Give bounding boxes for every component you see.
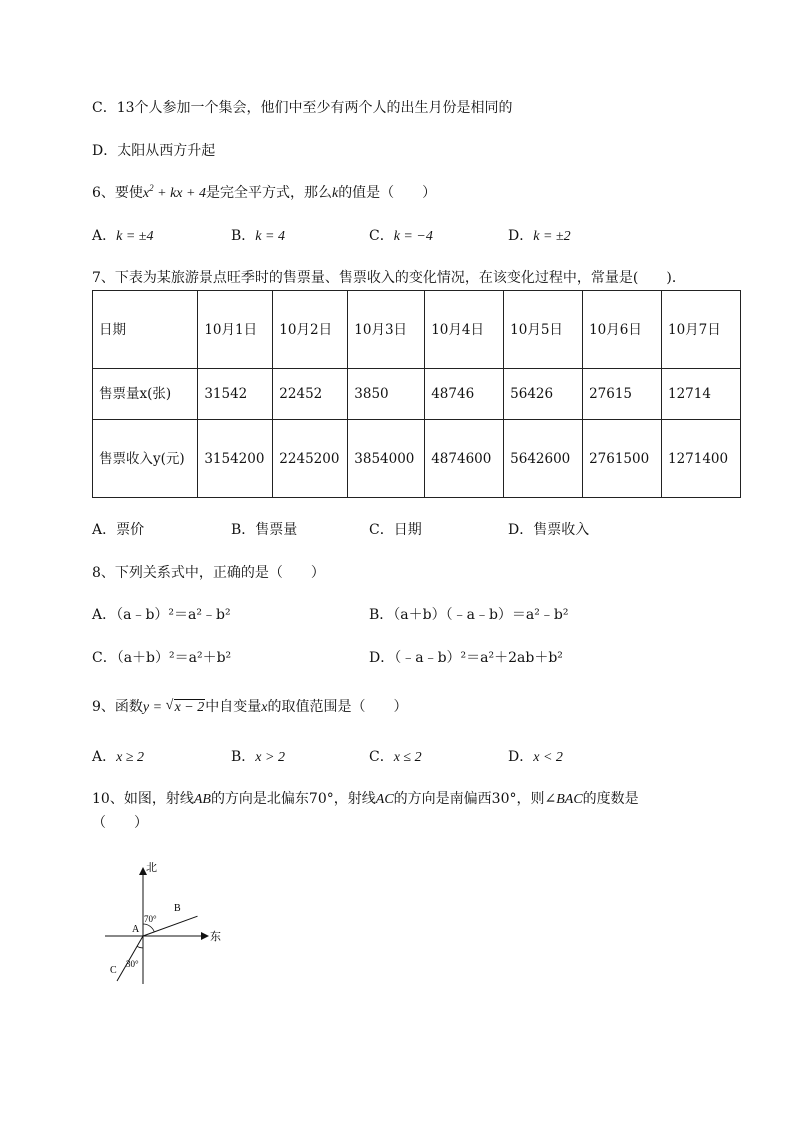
east-label: 东	[210, 930, 221, 943]
table-header-cell: 10月5日	[504, 291, 583, 369]
q9-suffix-a: 中自变量	[205, 699, 262, 715]
q9-func-lhs: y =	[142, 700, 166, 715]
q6-stem	[92, 183, 436, 204]
table-cell: 5642600	[504, 420, 583, 498]
q7-option-d: D．售票收入	[508, 522, 590, 538]
q9-sqrt	[166, 698, 206, 718]
angle-70-arc	[143, 924, 154, 932]
q8-option-b: B．（a＋b）（﹣a﹣b）＝a²﹣b²	[369, 607, 569, 623]
q6-option-d-label: D．	[508, 228, 534, 244]
q6-option-a-label: A．	[92, 228, 117, 244]
q6-var-k: k	[331, 186, 339, 201]
q10-text-c: 的方向是南偏西30°，则	[393, 791, 545, 807]
table-cell: 56426	[504, 369, 583, 420]
q9-option-d-math: x < 2	[533, 750, 563, 765]
q7-table	[92, 290, 741, 498]
q10-ray-ab: AB	[193, 792, 211, 807]
table-header-cell: 10月3日	[348, 291, 425, 369]
q9-option-d-label: D．	[508, 749, 534, 765]
q6-expr-base: x	[142, 186, 150, 201]
table-header-row	[93, 291, 741, 369]
table-header-cell: 日期	[93, 291, 198, 369]
table-header-cell: 10月1日	[198, 291, 273, 369]
q9-stem	[92, 697, 407, 718]
table-header-cell: 10月2日	[273, 291, 348, 369]
table-row-label: 售票收入y(元)	[93, 420, 198, 498]
table-row	[93, 369, 741, 420]
q6-option-c	[369, 226, 433, 247]
table-cell: 3854000	[348, 420, 425, 498]
q9-option-b	[231, 747, 285, 768]
angle-70-label: 70°	[144, 914, 157, 924]
q10-direction-figure	[100, 856, 230, 991]
q9-radicand: x − 2	[174, 700, 205, 715]
q9-option-b-label: B．	[231, 749, 256, 765]
q9-suffix-b: 的取值范围是（ ）	[267, 699, 408, 715]
q9-option-c-math: x ≤ 2	[393, 750, 422, 765]
point-b-label: B	[174, 903, 181, 914]
q6-option-b-label: B．	[231, 228, 256, 244]
q9-option-d	[508, 747, 563, 768]
q9-var-x: x	[261, 700, 268, 715]
q9-option-a-label: A．	[92, 749, 117, 765]
table-cell: 3154200	[198, 420, 273, 498]
q6-option-d-math: k = ±2	[533, 229, 571, 244]
table-cell: 2245200	[273, 420, 348, 498]
q6-option-a	[92, 226, 153, 247]
q7-option-c: C．日期	[369, 522, 422, 538]
q6-option-c-label: C．	[369, 228, 394, 244]
q8-stem: 8、下列关系式中，正确的是（ ）	[92, 565, 325, 581]
q5-option-c: C．13个人参加一个集会，他们中至少有两个人的出生月份是相同的	[92, 100, 513, 116]
sqrt-radical-icon: √	[165, 698, 174, 713]
table-cell: 12714	[661, 369, 740, 420]
q6-prefix: 6、要使	[92, 185, 143, 201]
q10-text-a: 10、如图，射线	[92, 791, 194, 807]
q6-option-a-math: k = ±4	[116, 229, 154, 244]
table-cell: 48746	[425, 369, 504, 420]
point-a-label: A	[132, 924, 140, 935]
q6-expr-rest: + kx + 4	[153, 186, 206, 201]
table-header-cell: 10月7日	[661, 291, 740, 369]
q6-option-d	[508, 226, 571, 247]
table-cell: 2761500	[583, 420, 662, 498]
q10-angle: ∠BAC	[544, 792, 583, 807]
q10-stem	[92, 789, 639, 810]
q9-prefix: 9、函数	[92, 699, 143, 715]
q6-option-b-math: k = 4	[255, 229, 285, 244]
q8-option-c: C．（a＋b）²＝a²＋b²	[92, 650, 232, 666]
q6-suffix-b: 的值是（ ）	[338, 185, 437, 201]
q10-text-b: 的方向是北偏东70°，射线	[210, 791, 376, 807]
table-cell: 27615	[583, 369, 662, 420]
table-header-cell: 10月6日	[583, 291, 662, 369]
table-cell: 4874600	[425, 420, 504, 498]
north-label: 北	[146, 861, 157, 874]
table-cell: 3850	[348, 369, 425, 420]
q7-stem: 7、下表为某旅游景点旺季时的售票量、售票收入的变化情况，在该变化过程中，常量是( )．	[92, 270, 686, 286]
angle-30-label: 30°	[126, 959, 139, 969]
q6-expr	[142, 183, 206, 201]
q7-option-b: B．售票量	[231, 522, 298, 538]
point-c-label: C	[110, 965, 117, 976]
q10-answer-blank: （ ）	[92, 815, 148, 831]
q6-suffix-a: 是完全平方式，那么	[205, 185, 332, 201]
q9-option-a-math: x ≥ 2	[116, 750, 145, 765]
table-row-label: 售票量x(张)	[93, 369, 198, 420]
q9-option-c	[369, 747, 422, 768]
q6-option-c-math: k = −4	[393, 229, 433, 244]
table-cell: 1271400	[661, 420, 740, 498]
q8-option-d: D．（﹣a﹣b）²＝a²＋2ab＋b²	[369, 650, 563, 666]
table-header-cell: 10月4日	[425, 291, 504, 369]
q9-option-a	[92, 747, 144, 768]
table-row	[93, 420, 741, 498]
angle-30-arc	[137, 946, 143, 948]
q8-option-a: A．（a﹣b）²＝a²﹣b²	[92, 607, 231, 623]
q5-option-d: D．太阳从西方升起	[92, 143, 216, 159]
q7-option-a: A．票价	[92, 522, 145, 538]
q6-option-b	[231, 226, 285, 247]
q10-text-d: 的度数是	[582, 791, 639, 807]
q6-expr-exponent: 2	[149, 183, 154, 193]
q9-option-b-math: x > 2	[255, 750, 285, 765]
q10-ray-ac: AC	[375, 792, 394, 807]
table-cell: 31542	[198, 369, 273, 420]
q9-option-c-label: C．	[369, 749, 394, 765]
table-cell: 22452	[273, 369, 348, 420]
